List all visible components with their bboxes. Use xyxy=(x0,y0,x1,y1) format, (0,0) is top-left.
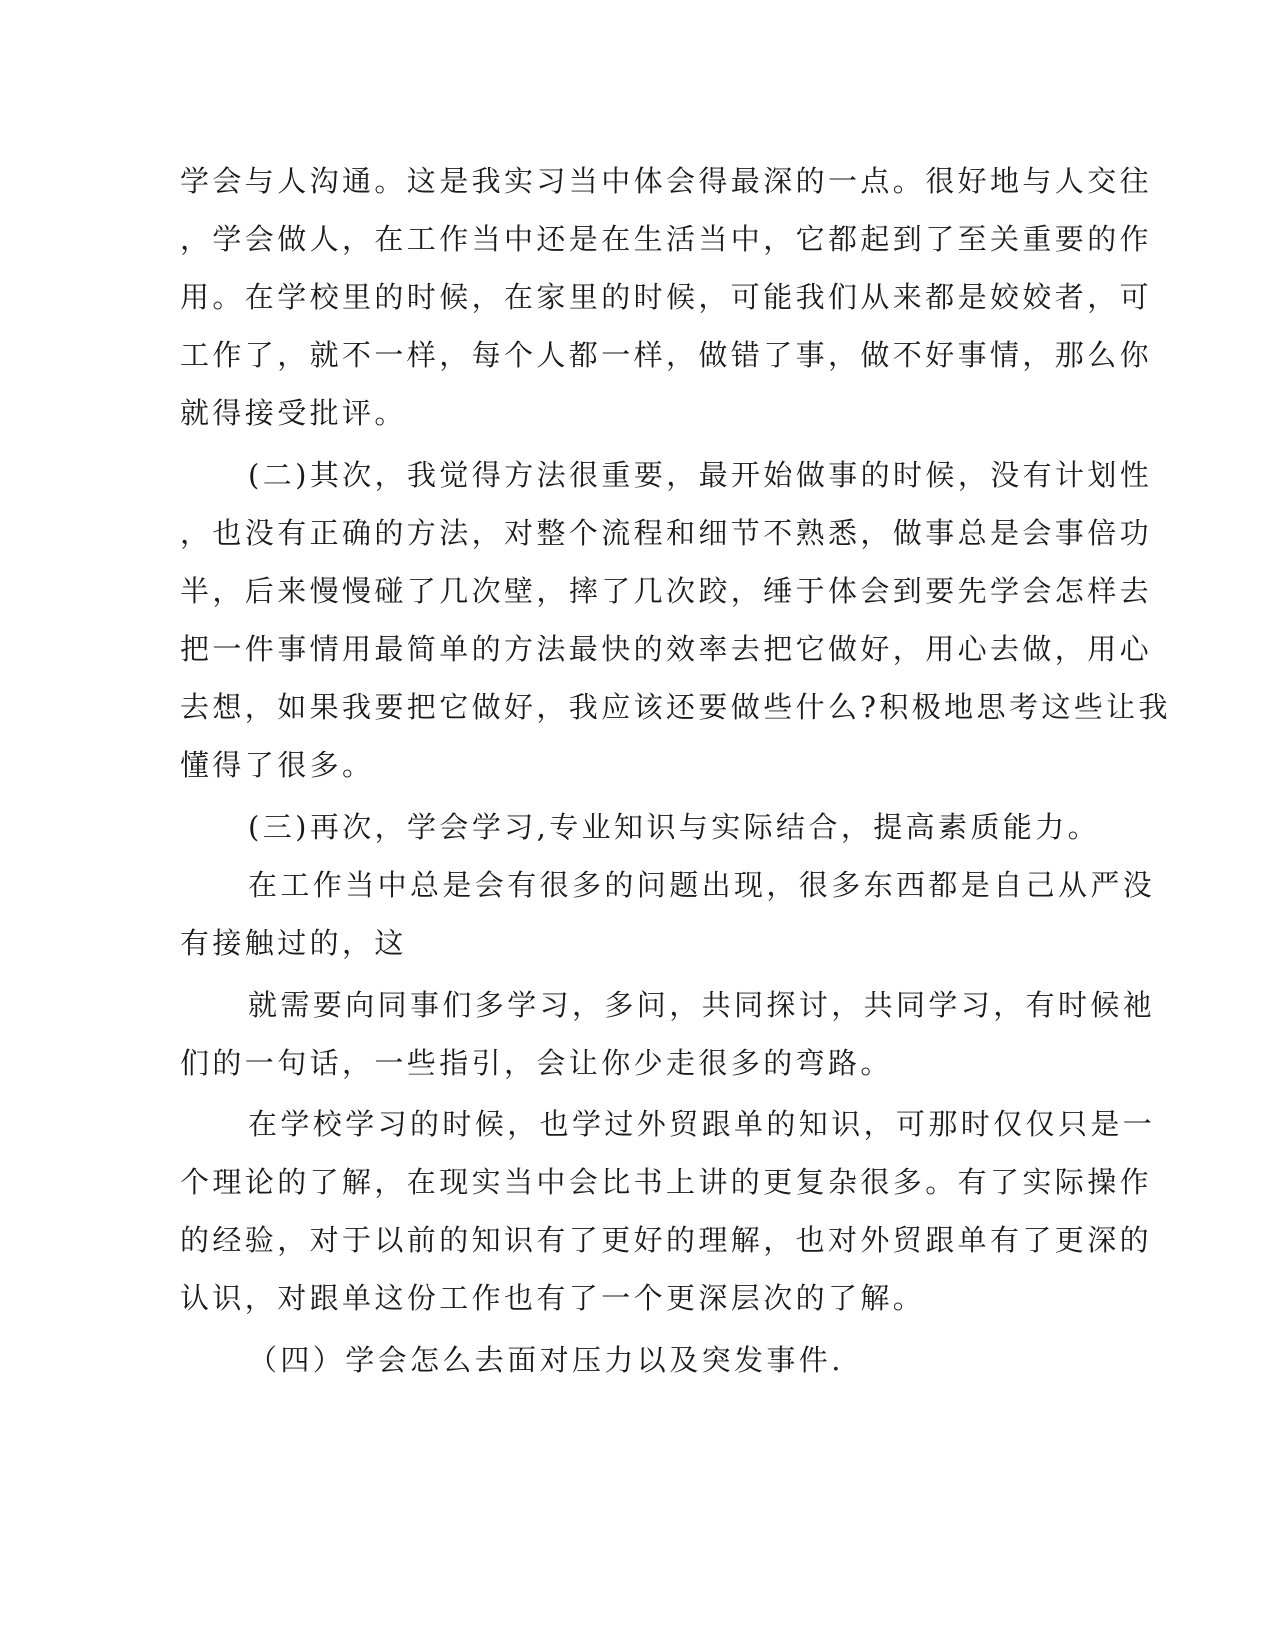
paragraph-6-line-4: 认识，对跟单这份工作也有了一个更深层次的了解。 xyxy=(180,1281,926,1315)
paragraph-1-line-2: ，学会做人，在工作当中还是在生活当中，它都起到了至关重要的作 xyxy=(180,222,1153,256)
paragraph-3-line-1: (三)再次，学会学习,专业知识与实际结合，提高素质能力。 xyxy=(248,810,1101,844)
paragraph-1-line-4: 工作了，就不一样，每个人都一样，做错了事，做不好事情，那么你 xyxy=(180,338,1153,372)
paragraph-2-line-2: ，也没有正确的方法，对整个流程和细节不熟悉，做事总是会事倍功 xyxy=(180,516,1153,550)
paragraph-2-line-3: 半，后来慢慢碰了几次壁，摔了几次跤，缍于体会到要先学会怎样去 xyxy=(180,574,1153,608)
paragraph-6-line-2: 个理论的了解，在现实当中会比书上讲的更复杂很多。有了实际操作 xyxy=(180,1165,1153,1199)
paragraph-2-line-1: (二)其次，我觉得方法很重要，最开始做事的时候，没有计划性 xyxy=(248,458,1153,492)
paragraph-2-line-4: 把一件事情用最简单的方法最快的效率去把它做好，用心去做，用心 xyxy=(180,632,1153,666)
section-4-heading: （四）学会怎么去面对压力以及突发事件. xyxy=(248,1343,844,1377)
paragraph-1-line-5: 就得接受批评。 xyxy=(180,396,407,430)
paragraph-1-line-3: 用。在学校里的时候，在家里的时候，可能我们从来都是姣姣者，可 xyxy=(180,280,1153,314)
paragraph-5-line-2: 们的一句话，一些指引，会让你少走很多的弯路。 xyxy=(180,1046,893,1080)
paragraph-5-line-1: 就需要向同事们多学习，多问，共同探讨，共同学习，有时候祂 xyxy=(248,988,1156,1022)
paragraph-2-line-6: 懂得了很多。 xyxy=(180,748,375,782)
paragraph-4-line-2: 有接触过的，这 xyxy=(180,926,407,960)
paragraph-6-line-1: 在学校学习的时候，也学过外贸跟单的知识，可那时仅仅只是一 xyxy=(248,1107,1156,1141)
paragraph-2-line-5: 去想，如果我要把它做好，我应该还要做些什么?积极地思考这些让我 xyxy=(180,690,1171,724)
paragraph-1-line-1: 学会与人沟通。这是我实习当中体会得最深的一点。很好地与人交往 xyxy=(180,164,1153,198)
paragraph-6-line-3: 的经验，对于以前的知识有了更好的理解，也对外贸跟单有了更深的 xyxy=(180,1223,1153,1257)
paragraph-4-line-1: 在工作当中总是会有很多的问题出现，很多东西都是自己从严没 xyxy=(248,868,1156,902)
